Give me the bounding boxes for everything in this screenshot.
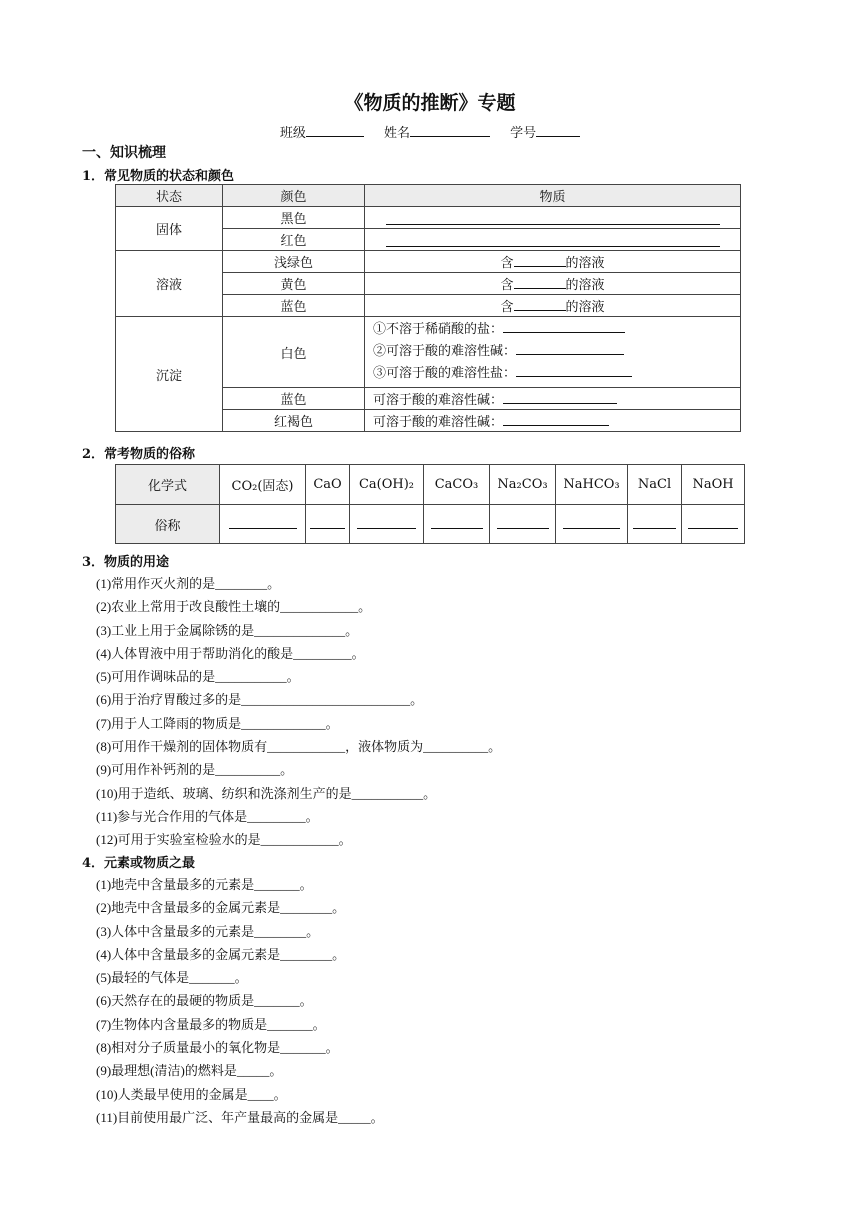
color-yellow: 黄色: [223, 273, 365, 295]
name-blank-caoh2[interactable]: [350, 505, 424, 544]
header-substance: 物质: [365, 185, 741, 207]
formula-naoh: NaOH: [682, 465, 745, 505]
formula-na2co3: Na₂CO₃: [490, 465, 556, 505]
list-item: (9)最理想(清洁)的燃料是_____。: [96, 1063, 283, 1079]
header-state: 状态: [116, 185, 223, 207]
list-item: (11)目前使用最广泛、年产量最高的金属是_____。: [96, 1109, 384, 1125]
subheading-common-names: 2．常考物质的俗称: [82, 447, 196, 462]
list-item: (6)天然存在的最硬的物质是_______。: [96, 993, 313, 1009]
class-label: 班级: [279, 126, 306, 141]
student-id-blank[interactable]: [536, 124, 580, 137]
header-color: 颜色: [223, 185, 365, 207]
blank-red-substance[interactable]: [365, 229, 741, 251]
name-blank-cao[interactable]: [306, 505, 350, 544]
list-item: (3)工业上用于金属除锈的是______________。: [96, 622, 359, 638]
name-blank[interactable]: [410, 124, 490, 137]
common-names-table: [115, 464, 745, 544]
subheading-uses: 3．物质的用途: [82, 555, 170, 570]
color-light-green: 浅绿色: [223, 251, 365, 273]
section-heading-knowledge: 一、知识梳理: [82, 145, 166, 161]
list-item: (4)人体胃液中用于帮助消化的酸是_________。: [96, 645, 365, 661]
list-item: (1)常用作灭火剂的是________。: [96, 576, 281, 591]
list-item: (6)用于治疗胃酸过多的是__________________________。: [96, 692, 424, 708]
extremes-list: [96, 873, 384, 1129]
row-solid: 固体: [116, 207, 223, 251]
student-info-line: [0, 122, 860, 141]
student-id-label: 学号: [510, 126, 537, 141]
white-precipitate-cell[interactable]: ①不溶于稀硝酸的盐： ②可溶于酸的难溶性碱： ③可溶于酸的难溶性盐：: [365, 317, 741, 388]
color-black: 黑色: [223, 207, 365, 229]
color-blue-precipitate: 蓝色: [223, 388, 365, 410]
blank-black-substance[interactable]: [365, 207, 741, 229]
blank-yellow[interactable]: 含 的溶液: [365, 273, 741, 295]
formula-caco3: CaCO₃: [424, 465, 490, 505]
blank-light-green[interactable]: 含 的溶液: [365, 251, 741, 273]
list-item: (2)农业上常用于改良酸性土壤的____________。: [96, 599, 372, 615]
subheading-state-color: 1．常见物质的状态和颜色: [82, 169, 235, 184]
formula-co2: CO₂(固态): [220, 465, 306, 505]
name-blank-naoh[interactable]: [682, 505, 745, 544]
page-title: 《物质的推断》专题: [344, 92, 516, 114]
blank-reddish-brown[interactable]: 可溶于酸的难溶性碱：: [365, 410, 741, 432]
state-color-table: [115, 184, 741, 432]
formula-row-label: 化学式: [116, 465, 220, 505]
name-blank-nahco3[interactable]: [556, 505, 628, 544]
formula-cao: CaO: [306, 465, 350, 505]
formula-nahco3: NaHCO₃: [556, 465, 628, 505]
row-precipitate: 沉淀: [116, 317, 223, 432]
color-white: 白色: [223, 317, 365, 388]
list-item: (8)相对分子质量最小的氧化物是_______。: [96, 1040, 339, 1056]
class-blank[interactable]: [306, 124, 364, 137]
name-blank-co2[interactable]: [220, 505, 306, 544]
color-reddish-brown: 红褐色: [223, 410, 365, 432]
list-item: (9)可用作补钙剂的是__________。: [96, 762, 294, 778]
list-item: (4)人体中含量最多的金属元素是________。: [96, 946, 346, 962]
formula-caoh2: Ca(OH)₂: [350, 465, 424, 505]
list-item: (8)可用作干燥剂的固体物质有____________，液体物质为__________。: [96, 739, 502, 755]
blank-blue-precipitate[interactable]: 可溶于酸的难溶性碱：: [365, 388, 741, 410]
row-solution: 溶液: [116, 251, 223, 317]
list-item: (12)可用于实验室检验水的是____________。: [96, 832, 352, 848]
list-item: (7)生物体内含量最多的物质是_______。: [96, 1016, 326, 1032]
list-item: (10)人类最早使用的金属是____。: [96, 1086, 287, 1102]
list-item: (11)参与光合作用的气体是_________。: [96, 808, 319, 824]
list-item: (3)人体中含量最多的元素是________。: [96, 923, 320, 939]
list-item: (2)地壳中含量最多的金属元素是________。: [96, 900, 346, 916]
name-blank-nacl[interactable]: [628, 505, 682, 544]
formula-nacl: NaCl: [628, 465, 682, 505]
uses-list: [96, 572, 501, 852]
name-blank-na2co3[interactable]: [490, 505, 556, 544]
color-red: 红色: [223, 229, 365, 251]
name-label: 姓名: [383, 126, 410, 141]
blank-blue[interactable]: 含 的溶液: [365, 295, 741, 317]
list-item: (1)地壳中含量最多的元素是_______。: [96, 877, 313, 892]
color-blue: 蓝色: [223, 295, 365, 317]
list-item: (5)可用作调味品的是___________。: [96, 669, 300, 685]
name-blank-caco3[interactable]: [424, 505, 490, 544]
list-item: (5)最轻的气体是_______。: [96, 970, 248, 986]
common-name-row-label: 俗称: [116, 505, 220, 544]
subheading-extremes: 4．元素或物质之最: [82, 856, 196, 871]
list-item: (10)用于造纸、玻璃、纺织和洗涤剂生产的是___________。: [96, 785, 437, 801]
list-item: (7)用于人工降雨的物质是_____________。: [96, 715, 339, 731]
